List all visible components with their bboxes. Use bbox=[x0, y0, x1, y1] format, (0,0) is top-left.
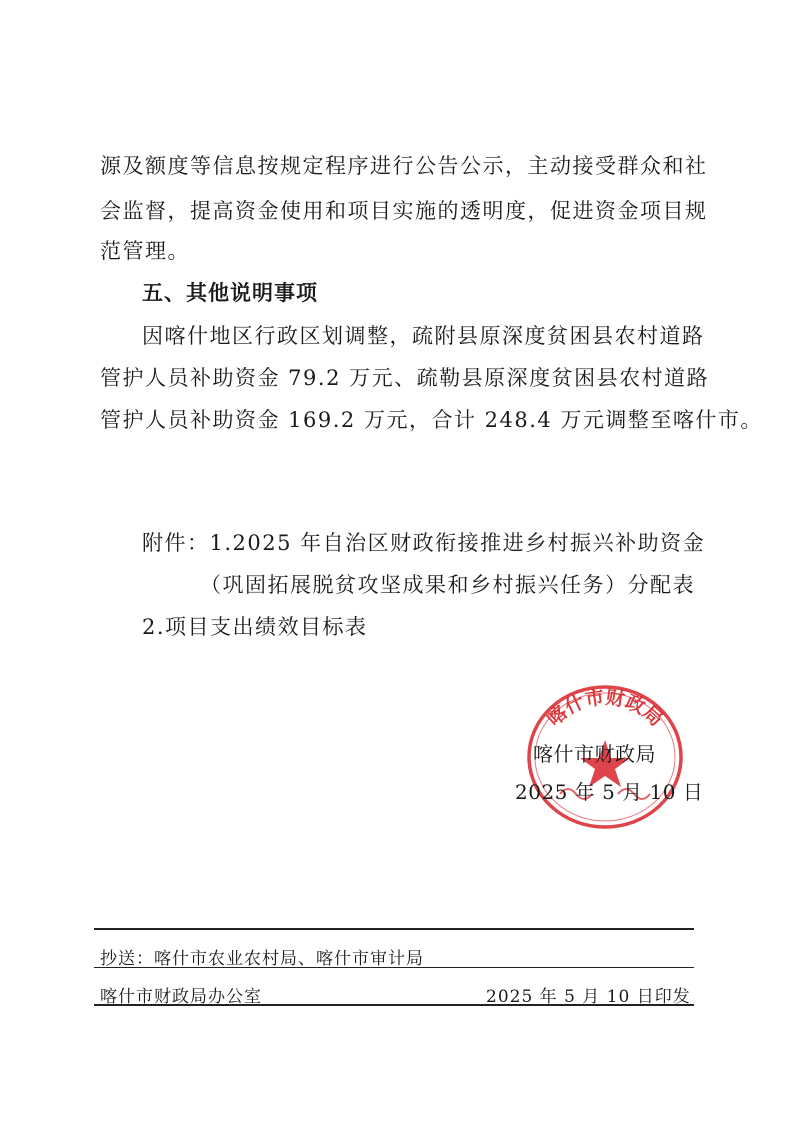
footer-rule-bottom bbox=[94, 1004, 694, 1006]
body-line: 管护人员补助资金 169.2 万元，合计 248.4 万元调整至喀什市。 bbox=[100, 408, 763, 432]
issuing-office: 喀什市财政局办公室 bbox=[100, 987, 262, 1007]
body-line: 管护人员补助资金 79.2 万元、疏勒县原深度贫困县农村道路 bbox=[100, 366, 710, 390]
signing-date: 2025 年 5 月 10 日 bbox=[515, 780, 704, 804]
body-line: 源及额度等信息按规定程序进行公告公示，主动接受群众和社 bbox=[100, 154, 708, 178]
body-line: 会监督，提高资金使用和项目实施的透明度，促进资金项目规 bbox=[100, 199, 708, 223]
body-line: 范管理。 bbox=[100, 239, 190, 263]
attachment-item: 附件：1.2025 年自治区财政衔接推进乡村振兴补助资金 bbox=[142, 531, 706, 555]
footer-rule-top bbox=[94, 928, 694, 930]
section-heading: 五、其他说明事项 bbox=[142, 281, 318, 305]
signing-organization: 喀什市财政局 bbox=[533, 742, 656, 766]
footer-rule-middle bbox=[94, 967, 694, 968]
cc-line: 抄送：喀什市农业农村局、喀什市审计局 bbox=[100, 949, 424, 969]
seal-text: 喀什市财政局 bbox=[543, 686, 667, 731]
body-line: 因喀什地区行政区划调整，疏附县原深度贫困县农村道路 bbox=[142, 324, 705, 348]
svg-text:喀什市财政局 bbox=[542, 686, 667, 731]
attachment-item-continued: （巩固拓展脱贫攻坚成果和乡村振兴任务）分配表 bbox=[200, 573, 695, 597]
attachment-item: 2.项目支出绩效目标表 bbox=[142, 615, 368, 639]
print-date: 2025 年 5 月 10 日印发 bbox=[486, 987, 691, 1007]
